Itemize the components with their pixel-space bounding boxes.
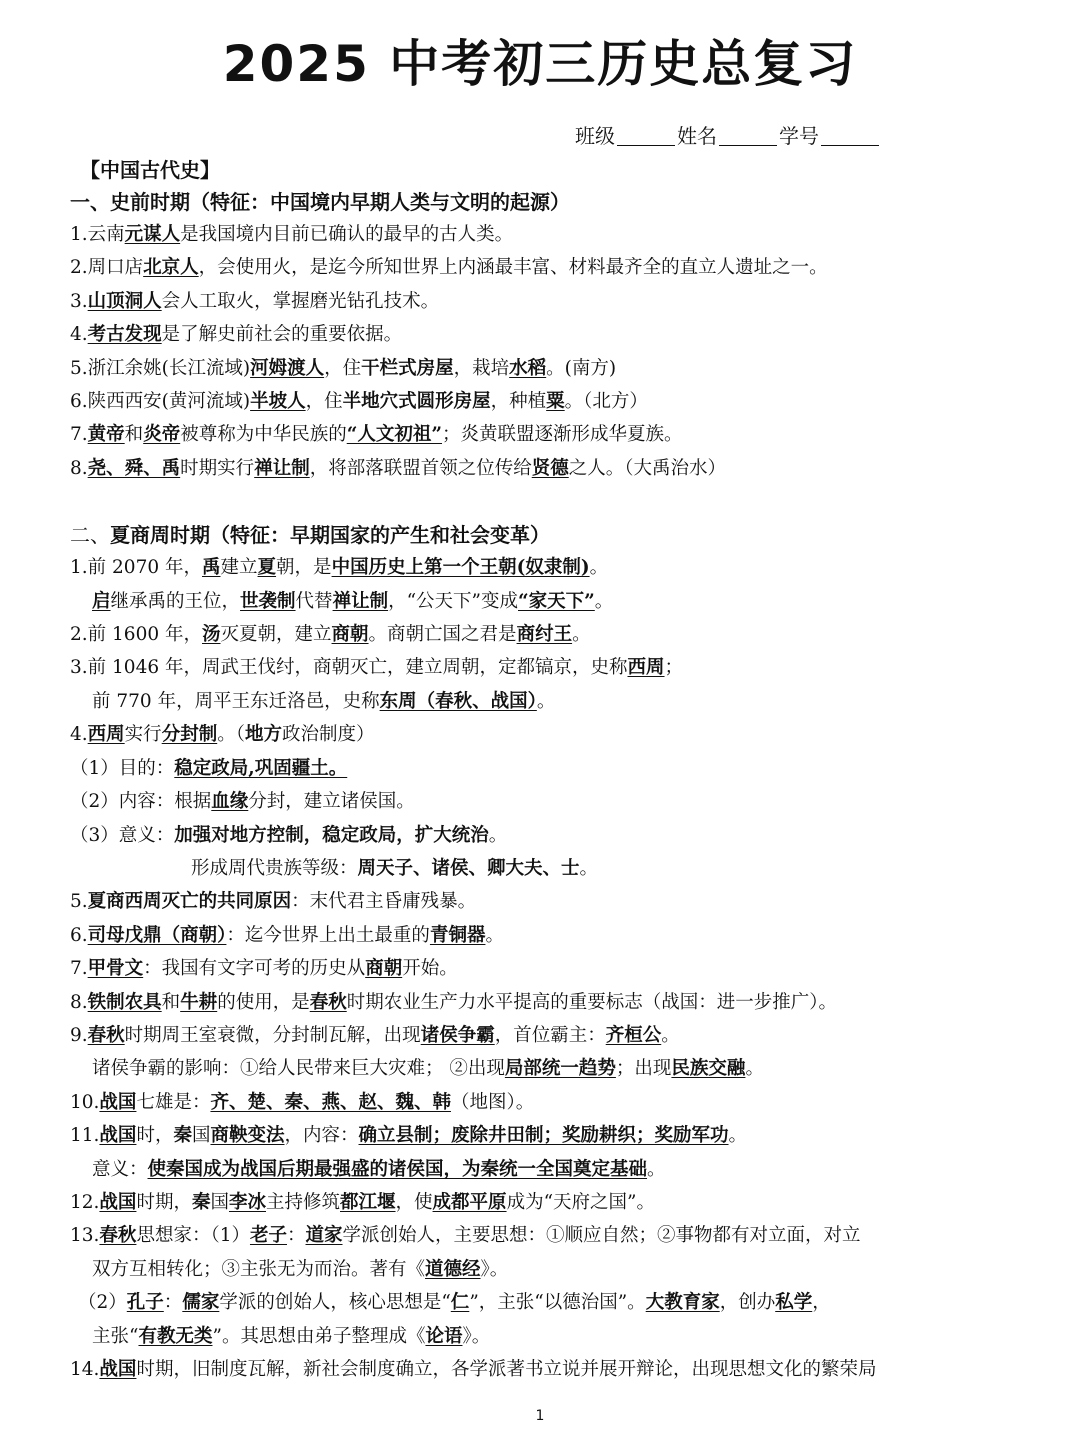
key-term: 半坡人 (250, 391, 306, 413)
key-term: 使秦国成为战国后期最强盛的诸侯国，为秦统一全国奠定基础 (147, 1158, 648, 1180)
list-item (70, 752, 1030, 785)
text-run: 1.前 2070 年， (70, 557, 202, 579)
text-run: 双方互相转化；③主张无为而治。著有《 (92, 1258, 426, 1280)
text-run: 3.前 1046 年，周武王伐纣，商朝灭亡，建立周朝，定都镐京，史称 (70, 657, 628, 679)
text-run: 实行 (124, 724, 162, 746)
student-info (575, 120, 881, 149)
text-run: 之人。（大禹治水） (568, 457, 726, 479)
key-term: 粟 (546, 391, 565, 413)
list-item (70, 1186, 1030, 1219)
key-term: 春秋 (309, 991, 347, 1013)
class-label: 班级 (575, 124, 615, 148)
key-term: 青铜器 (429, 924, 486, 946)
list-item (70, 1286, 1030, 1319)
text-run: 时期， (136, 1191, 192, 1213)
text-run: 。 (745, 1058, 764, 1080)
text-run: 。 (589, 557, 609, 579)
text-run: 学派的创始人，核心思想是“ (219, 1292, 451, 1314)
text-run: 会人工取火，掌握磨光钻孔技术。 (161, 290, 440, 312)
key-term: 大教育家 (645, 1292, 720, 1314)
text-run: ”，主张“以德治国”。 (469, 1292, 646, 1314)
key-term: 确立县制；废除井田制；奖励耕织；奖励军功 (358, 1125, 729, 1147)
text-run: 14. (70, 1359, 100, 1380)
text-run: 的使用，是 (217, 991, 310, 1013)
text-run: ；出现 (615, 1058, 672, 1080)
text-run: 》。 (462, 1325, 491, 1347)
text-run: ： (286, 1225, 306, 1247)
text-run: 建立 (220, 557, 258, 579)
list-item (70, 685, 1030, 718)
key-term: 东周（春秋、战国） (379, 690, 537, 712)
key-term: 启 (92, 590, 111, 612)
key-term: 齐桓公 (605, 1024, 662, 1046)
text-run: 10. (70, 1091, 100, 1113)
key-term: 战国 (99, 1191, 137, 1213)
text-run: 8. (70, 457, 88, 479)
bold-text: 加强对地方控制，稳定政局，扩大统治 (174, 824, 489, 846)
key-term: 北京人 (143, 257, 199, 279)
key-term: 夏 (257, 557, 277, 579)
key-term: 孔子 (126, 1292, 164, 1314)
text-run: 3. (70, 290, 88, 312)
text-run: 意义： (92, 1158, 148, 1180)
key-term: 战国 (99, 1125, 137, 1147)
list-item (70, 986, 1030, 1019)
key-term: “人文初祖” (346, 424, 443, 446)
text-run: ，“公天下”变成 (388, 590, 518, 612)
key-term: 牛耕 (180, 991, 218, 1013)
list-item (70, 1219, 1030, 1252)
key-term: 中国历史上第一个王朝(奴隶制) (331, 557, 590, 579)
key-term: 西周 (627, 657, 665, 679)
key-term: 炎帝 (143, 424, 181, 446)
text-run: 7. (70, 424, 88, 446)
text-run: （1）目的： (70, 757, 175, 779)
text-run: 时， (136, 1125, 174, 1147)
bold-text: 干栏式房屋 (361, 357, 454, 379)
text-run: 时期，旧制度瓦解，新社会制度确立，各学派著书立说并展开辩论，出现思想文化的繁荣局 (136, 1359, 877, 1380)
part2-lines (70, 551, 1030, 1386)
list-item (70, 1052, 1030, 1085)
text-run: 被尊称为中华民族的 (180, 424, 347, 446)
text-run: ，内容： (284, 1125, 359, 1147)
text-run: 二、 (70, 523, 110, 548)
text-run: 1.云南 (70, 224, 125, 245)
bold-text: 周天子、诸侯、卿大夫、士 (357, 857, 580, 879)
text-run: 9. (70, 1024, 88, 1046)
text-run: 。 (661, 1024, 680, 1046)
text-run: 是了解史前社会的重要依据。 (161, 324, 403, 346)
text-run: 》。 (480, 1258, 509, 1280)
id-label: 学号 (779, 124, 819, 148)
text-run: 。 (647, 1158, 666, 1180)
key-term: 春秋 (99, 1225, 137, 1247)
text-run: ； (664, 657, 684, 679)
text-run: 。（ (217, 724, 245, 746)
text-run: 。商朝亡国之君是 (368, 624, 517, 646)
text-run: 和 (161, 991, 181, 1013)
list-item (70, 551, 1030, 584)
text-run: 诸侯争霸的影响：①给人民带来巨大灾难； ②出现 (92, 1058, 505, 1080)
key-term: 稳定政局,巩固疆土。 (174, 757, 348, 779)
text-run: 七雄是： (136, 1091, 211, 1113)
list-item (70, 718, 1030, 751)
text-run: ：迄今世界上出土最重的 (226, 924, 430, 946)
key-term: 分封制 (161, 724, 218, 746)
text-run: ，创办 (719, 1292, 776, 1314)
list-item (70, 318, 1030, 351)
list-item (70, 218, 1030, 251)
text-run: 2.周口店 (70, 257, 144, 279)
text-run: ，住 (305, 391, 343, 413)
text-run: ，首位霸主： (494, 1024, 606, 1046)
key-term: 诸侯争霸 (420, 1024, 495, 1046)
text-run: ，种植 (490, 391, 547, 413)
key-term: 水稻 (509, 357, 547, 379)
bold-text: 半地穴式圆形房屋 (342, 391, 491, 413)
text-run: 时期周王室衰微，分封制瓦解，出现 (124, 1024, 421, 1046)
text-run: 。(南方) (546, 357, 617, 379)
key-term: 有教无类 (138, 1325, 213, 1347)
part1-heading: 一、史前时期（特征：中国境内早期人类与文明的起源） (70, 190, 570, 214)
text-run: 11. (70, 1125, 100, 1147)
list-item (70, 585, 1030, 618)
text-run: 开始。 (402, 958, 458, 980)
text-run: 分封，建立诸侯国。 (248, 791, 415, 813)
key-term: 李冰 (228, 1191, 266, 1213)
key-term: 贤德 (531, 457, 569, 479)
list-item (70, 919, 1030, 952)
list-item (70, 1086, 1030, 1119)
text-run: 时期实行 (180, 457, 255, 479)
key-term: 汤 (202, 624, 221, 646)
key-term: 黄帝 (87, 424, 125, 446)
text-run: 7. (70, 958, 88, 980)
list-item (70, 1019, 1030, 1052)
name-label: 姓名 (677, 124, 717, 148)
text-run: ，使 (395, 1191, 433, 1213)
text-run: 。 (536, 690, 556, 712)
list-item (70, 285, 1030, 318)
bold-text: 秦 (191, 1191, 211, 1213)
key-term: 禅让制 (254, 457, 310, 479)
key-term: 山顶洞人 (87, 290, 162, 312)
text-run: 4. (70, 724, 88, 746)
text-run: ，将部落联盟首领之位传给 (309, 457, 532, 479)
key-term: 尧、舜、禹 (87, 457, 181, 479)
text-run: 。 (488, 824, 508, 846)
key-term: 私学 (775, 1292, 813, 1314)
text-run: 6. (70, 924, 88, 946)
list-item (70, 1153, 1030, 1186)
key-term: 血缘 (211, 791, 249, 813)
key-term: 铁制农具 (87, 991, 162, 1013)
list-item (70, 1119, 1030, 1152)
text-run: （2）内容：根据 (70, 791, 212, 813)
text-run: 国 (191, 1125, 211, 1147)
list-item (70, 819, 1030, 852)
list-item (70, 352, 1030, 385)
list-item (70, 452, 1030, 485)
text-run: 前 770 年，周平王东迁洛邑，史称 (92, 690, 380, 712)
list-item (70, 952, 1030, 985)
list-item (70, 651, 1030, 684)
key-term: 都江堰 (340, 1191, 396, 1213)
key-term: 商朝 (331, 624, 369, 646)
text-run: ，栽培 (453, 357, 510, 379)
text-run: ： (163, 1292, 183, 1314)
text-run: 是我国境内目前已确认的最早的古人类。 (180, 224, 514, 245)
text-run: ，会使用火，是迄今所知世界上内涵最丰富、材料最齐全的直立人遗址之一。 (198, 257, 828, 279)
text-run: 。（北方） (564, 391, 648, 413)
key-term: 老子 (249, 1225, 287, 1247)
list-item (70, 1353, 1030, 1386)
text-run: （地图）。 (450, 1091, 535, 1113)
key-term: 世袭制 (240, 590, 296, 612)
key-term: 成都平原 (432, 1191, 507, 1213)
text-run: 4. (70, 324, 88, 346)
text-run: 成为“天府之国”。 (506, 1191, 655, 1213)
name-blank (719, 127, 777, 146)
text-run: （2） (78, 1292, 127, 1314)
list-item (70, 251, 1030, 284)
text-run: ，住 (324, 357, 362, 379)
key-term: 战国 (99, 1359, 137, 1380)
text-run: ：我国有文字可考的历史从 (143, 958, 366, 980)
key-term: 论语 (425, 1325, 463, 1347)
list-item (70, 785, 1030, 818)
text-run: 6.陕西西安(黄河流域) (70, 391, 251, 413)
key-term: 商朝 (365, 958, 403, 980)
text-run: 12. (70, 1191, 100, 1213)
class-blank (617, 127, 675, 146)
text-run: 国 (210, 1191, 229, 1213)
bold-text: 夏商周时期（特征：早期国家的产生和社会变革） (110, 523, 550, 548)
id-blank (821, 127, 879, 146)
text-run: 代替 (295, 590, 333, 612)
list-item (70, 885, 1030, 918)
list-item (70, 618, 1030, 651)
key-term: 禹 (202, 557, 221, 579)
text-run: 13. (70, 1225, 100, 1247)
key-term: 春秋 (87, 1024, 125, 1046)
text-run: 学派创始人，主要思想：①顺应自然；②事物都有对立面，对立 (342, 1225, 861, 1247)
text-run: 8. (70, 991, 88, 1013)
key-term: 民族交融 (671, 1058, 746, 1080)
key-term: 道德经 (425, 1258, 481, 1280)
text-run: 。 (485, 924, 504, 946)
key-term: 司母戊鼎（商朝） (87, 924, 227, 946)
text-run: 时期农业生产力水平提高的重要标志（战国：进一步推广）。 (346, 991, 837, 1013)
key-term: 商鞅变法 (210, 1125, 285, 1147)
key-term: 西周 (87, 724, 125, 746)
text-run: 政治制度） (281, 724, 375, 746)
key-term: 考古发现 (87, 324, 162, 346)
list-item (70, 1253, 1030, 1286)
key-term: 禅让制 (332, 590, 389, 612)
text-run: 2.前 1600 年， (70, 624, 202, 646)
key-term: 河姆渡人 (250, 357, 325, 379)
list-item (70, 418, 1030, 451)
text-run: 。 (579, 857, 599, 879)
key-term: 甲骨文 (87, 958, 144, 980)
text-run: 继承禹的王位， (110, 590, 241, 612)
text-run: 。 (594, 590, 614, 612)
page-title: 2025 中考初三历史总复习 (222, 35, 858, 93)
key-term: 元谋人 (124, 224, 181, 245)
list-item (70, 852, 1030, 885)
key-term: 战国 (99, 1091, 137, 1113)
bold-text: 秦 (173, 1125, 192, 1147)
key-term: 局部统一趋势 (504, 1058, 616, 1080)
key-term: 道家 (305, 1225, 343, 1247)
text-run: 形成周代贵族等级： (191, 857, 358, 879)
bold-text: 夏商西周灭亡的共同原因 (87, 891, 292, 913)
text-run: ”。其思想由弟子整理成《 (212, 1325, 426, 1347)
text-run: ：末代君主昏庸残暴。 (291, 891, 477, 913)
text-run: 。 (572, 624, 591, 646)
text-run: 5.浙江余姚(长江流域) (70, 357, 251, 379)
text-run: 主持修筑 (266, 1191, 341, 1213)
list-item (70, 385, 1030, 418)
section-label: 【中国古代史】 (80, 158, 220, 182)
text-run: 5. (70, 891, 88, 913)
key-term: 商纣王 (516, 624, 573, 646)
bold-text: 地方 (244, 724, 282, 746)
part2-heading (70, 519, 1030, 551)
text-run: （3）意义： (70, 824, 175, 846)
key-term: 齐、楚、秦、燕、赵、魏、韩 (210, 1091, 451, 1113)
text-run: 灭夏朝，建立 (220, 624, 332, 646)
part1-lines (70, 218, 1030, 485)
text-run: 和 (124, 424, 144, 446)
key-term: 仁 (450, 1292, 470, 1314)
document-body (70, 186, 1030, 1386)
key-term: “家天下” (518, 590, 595, 612)
page-number: 1 (535, 1408, 545, 1424)
list-item (70, 1320, 1030, 1353)
text-run: ， (812, 1292, 831, 1314)
text-run: 主张“ (92, 1325, 139, 1347)
text-run: 朝，是 (276, 557, 332, 579)
key-term: 儒家 (182, 1292, 220, 1314)
text-run: 思想家：（1） (136, 1225, 250, 1247)
text-run: ；炎黄联盟逐渐形成华夏族。 (442, 424, 683, 446)
text-run: 。 (728, 1125, 748, 1147)
